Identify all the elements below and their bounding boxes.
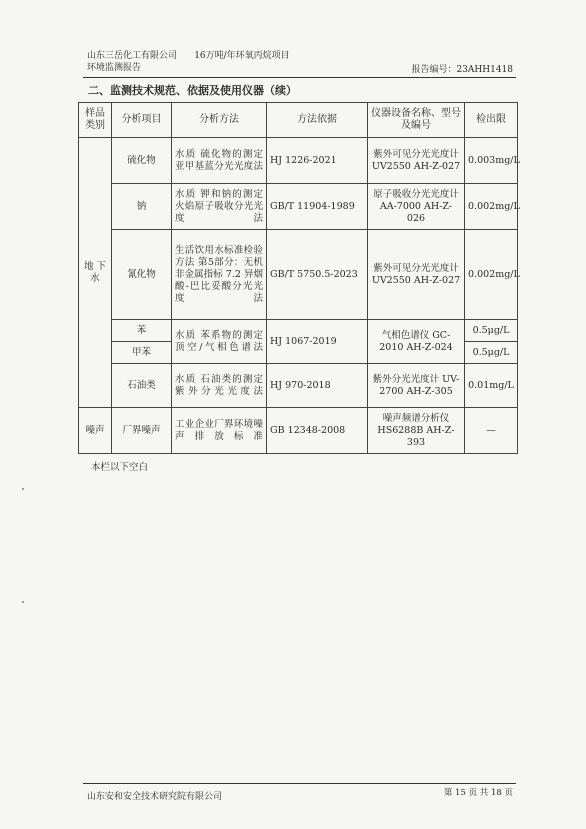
project-name: 16万吨/年环氧丙烷项目 [194,51,290,61]
table-row [79,184,518,230]
item-cell: 厂界噪声 [112,408,172,454]
item-cell: 苯 [112,320,172,342]
limit-cell: 0.002mg/L [465,184,518,230]
limit-cell: 0.01mg/L [465,364,518,408]
method-cell: 水质 石油类的测定 紫外分光光度法 [172,364,267,408]
method-cell: 水质 硫化物的测定 亚甲基蓝分光光度法 [172,138,267,184]
method-cell: 水质 钾和钠的测定 火焰原子吸收分光光度法 [172,184,267,230]
item-cell: 氰化物 [112,230,172,320]
monitoring-spec-table [78,102,518,454]
section-title: 二、监测技术规范、依据及使用仪器（续） [88,84,297,97]
item-cell: 钠 [112,184,172,230]
limit-cell: 0.003mg/L [465,138,518,184]
method-cell: 工业企业厂界环境噪声排放标准 [172,408,267,454]
basis-cell: GB 12348-2008 [267,408,368,454]
basis-cell: HJ 970-2018 [267,364,368,408]
limit-cell: — [465,408,518,454]
table-row [79,364,518,408]
instrument-cell: 气相色谱仪 GC-2010 AH-Z-024 [368,320,465,364]
header-basis: 方法依据 [267,103,368,138]
document-header-left [87,50,290,74]
header-category: 样品类别 [79,103,112,138]
item-cell: 甲苯 [112,342,172,364]
header-item: 分析项目 [112,103,172,138]
limit-cell: 0.5μg/L [465,342,518,364]
footer-divider [83,783,516,784]
scan-speck [22,488,24,490]
category-groundwater: 地 下 水 [79,138,112,408]
basis-cell: HJ 1226-2021 [267,138,368,184]
method-cell: 生活饮用水标准检验方法 第5部分：无机非金属指标 7.2 异烟酸-巴比妥酸分光光度法 [172,230,267,320]
report-name: 环境监测报告 [87,63,142,73]
company-name: 山东三岳化工有限公司 [87,51,178,61]
institute-name: 山东安和安全技术研究院有限公司 [87,792,223,802]
header-method: 分析方法 [172,103,267,138]
basis-cell: GB/T 11904-1989 [267,184,368,230]
instrument-cell: 原子吸收分光光度计 AA-7000 AH-Z-026 [368,184,465,230]
table-row [79,408,518,454]
category-noise: 噪声 [79,408,112,454]
table-row [79,320,518,342]
table-row [79,138,518,184]
blank-below-note: 本栏以下空白 [91,462,149,473]
header-limit: 检出限 [465,103,518,138]
limit-cell: 0.002mg/L [465,230,518,320]
header-instrument: 仪器设备名称、型号及编号 [368,103,465,138]
method-cell: 水质 苯系物的测定 顶空/气相色谱法 [172,320,267,364]
instrument-cell: 噪声频谱分析仪 HS6288B AH-Z-393 [368,408,465,454]
instrument-cell: 紫外可见分光光度计 UV2550 AH-Z-027 [368,138,465,184]
report-number: 报告编号：23AHH1418 [411,65,513,75]
instrument-cell: 紫外可见分光光度计 UV2550 AH-Z-027 [368,230,465,320]
limit-cell: 0.5μg/L [465,320,518,342]
page-number: 第 15 页 共 18 页 [443,788,513,798]
instrument-cell: 紫外分光光度计 UV-2700 AH-Z-305 [368,364,465,408]
table-row [79,230,518,320]
basis-cell: HJ 1067-2019 [267,320,368,364]
item-cell: 石油类 [112,364,172,408]
scan-speck [22,601,24,603]
table-header-row [79,103,518,138]
item-cell: 硫化物 [112,138,172,184]
header-divider [83,77,516,78]
basis-cell: GB/T 5750.5-2023 [267,230,368,320]
